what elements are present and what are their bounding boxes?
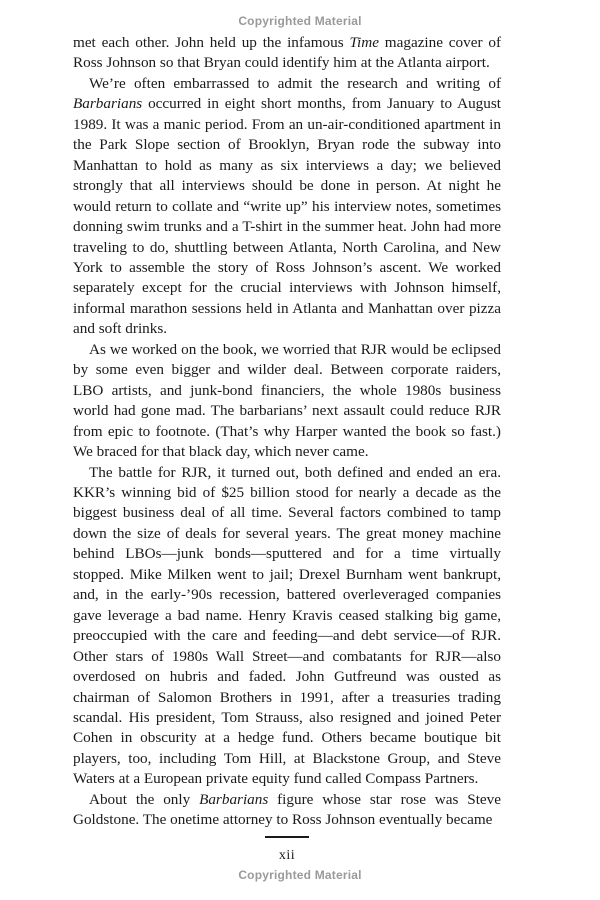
paragraph-1 bbox=[73, 33, 501, 74]
paragraph-3 bbox=[73, 340, 501, 463]
page-number: xii bbox=[278, 848, 296, 863]
footer-rule bbox=[265, 836, 309, 838]
text-run: As we worked on the book, we worried that RJR would be eclipsed by some even bigger and wilder deal. Between corporate raiders, LBO artists, and junk-bond financiers, the whole 1980s business world had gone mad. The barbarians’ next assault could reduce RJR from epic to footnote. (That’s why Harper wanted the book so fast.) We braced for that black day, which never came. bbox=[73, 340, 501, 461]
italic-title: Barbarians bbox=[199, 790, 269, 808]
text-run: The battle for RJR, it turned out, both defined and ended an era. KKR’s winning bid of $25 billion stood for nearly a decade as the biggest business deal of all time. Several factors combined to tamp down the size of deals for several years. The great money machine behind LBOs—junk bonds—sputtered and for a time virtually stopped. Mike Milken went to jail; Drexel Burnham went bankrupt, and, in the early-’90s recession, battered overleveraged companies gave leverage a bad name. Henry Kravis ceased stalking big game, preoccupied with the care and feeding—and debt service—of RJR. Other stars of 1980s Wall Street—and combatants for RJR—also overdosed on hubris and faded. John Gutfreund was ousted as chairman of Salomon Brothers in 1991, after a treasuries trading scandal. His president, Tom Strauss, also resigned and joined Peter Cohen in obscurity at a hedge fund. Others became boutique bit players, too, including Tom Hill, at Blackstone Group, and Steve Waters at a European private equity fund called Compass Partners. bbox=[73, 463, 501, 788]
text-run: figure whose star rose was Steve Goldstone. The onetime attorney to Ross Johnson eventually became bbox=[73, 790, 501, 829]
copyright-watermark-bottom: Copyrighted Material bbox=[238, 868, 362, 882]
paragraph-4 bbox=[73, 463, 501, 790]
text-run: About the only bbox=[89, 790, 200, 808]
text-run: magazine cover of Ross Johnson so that Bryan could identify him at the Atlanta airport. bbox=[73, 34, 502, 72]
paragraph-5 bbox=[73, 790, 501, 831]
body-text bbox=[73, 33, 501, 831]
italic-title: Barbarians bbox=[73, 95, 143, 113]
text-run: occurred in eight short months, from January to August 1989. It was a manic period. From an un-air-conditioned apartment in the Park Slope section of Brooklyn, Bryan rode the subway into Manhattan to hold as many as six interviews a day; we believed strongly that all interviews should be done in person. At night he would return to collate and “write up” his interview notes, sometimes donning swim trunks and a T-shirt in the summer heat. John had more traveling to do, shuttling between Atlanta, North Carolina, and New York to assemble the story of Ross Johnson’s ascent. We worked separately except for the crucial interviews with Johnson himself, informal marathon sessions held in Atlanta and Manhattan over pizza and soft drinks. bbox=[73, 95, 501, 338]
text-run: met each other. John held up the infamous bbox=[73, 34, 350, 51]
paragraph-2 bbox=[73, 74, 501, 340]
text-run: We’re often embarrassed to admit the research and writing of bbox=[89, 74, 501, 92]
italic-title: Time bbox=[349, 34, 379, 51]
copyright-watermark-top: Copyrighted Material bbox=[238, 14, 362, 28]
